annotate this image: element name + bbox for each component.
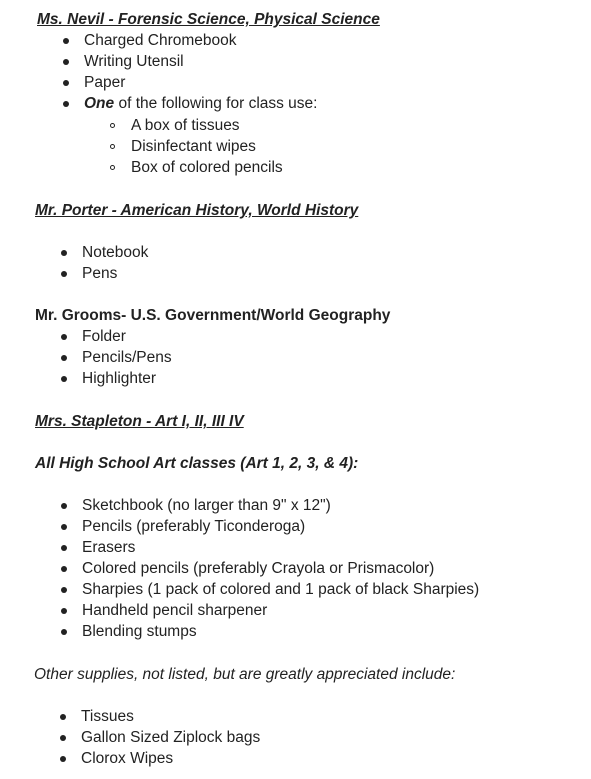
bullet-icon [60, 714, 66, 720]
list-item-one-of [84, 93, 317, 114]
section-subheading-art: All High School Art classes (Art 1, 2, 3, & 4): [35, 455, 359, 472]
bullet-icon [63, 101, 69, 107]
bullet-icon [61, 566, 67, 572]
list-item: Pencils (preferably Ticonderoga) [82, 518, 306, 535]
hollow-bullet-icon [110, 165, 115, 170]
list-item: Sketchbook (no larger than 9" x 12") [82, 497, 331, 514]
bullet-icon [61, 334, 67, 340]
bullet-icon [63, 59, 69, 65]
section-heading-nevil: Ms. Nevil - Forensic Science, Physical Science [37, 11, 380, 28]
list-item: Blending stumps [82, 623, 197, 640]
section-heading-porter: Mr. Porter - American History, World History [35, 202, 359, 219]
bullet-icon [61, 503, 67, 509]
hollow-bullet-icon [110, 144, 115, 149]
bullet-icon [61, 376, 67, 382]
section-heading-grooms: Mr. Grooms- U.S. Government/World Geography [35, 307, 391, 324]
list-item: Gallon Sized Ziplock bags [81, 729, 261, 746]
list-item: Pens [82, 265, 118, 282]
bullet-icon [61, 250, 67, 256]
bullet-icon [61, 524, 67, 530]
other-supplies-note: Other supplies, not listed, but are greatly appreciated include: [34, 666, 456, 683]
bullet-icon [61, 587, 67, 593]
list-item: Folder [82, 328, 126, 345]
bullet-icon [60, 735, 66, 741]
list-item: Charged Chromebook [84, 32, 237, 49]
sub-list-item: A box of tissues [131, 117, 240, 134]
bullet-icon [60, 756, 66, 762]
list-item: Notebook [82, 244, 149, 261]
bullet-icon [63, 38, 69, 44]
bullet-icon [61, 271, 67, 277]
list-item: Writing Utensil [84, 53, 184, 70]
bullet-icon [61, 608, 67, 614]
list-item: Sharpies (1 pack of colored and 1 pack of black Sharpies) [82, 581, 480, 598]
bullet-icon [61, 355, 67, 361]
sub-list-item: Disinfectant wipes [131, 138, 256, 155]
list-item: Clorox Wipes [81, 750, 174, 767]
list-item: Highlighter [82, 370, 157, 387]
list-item: Colored pencils (preferably Crayola or Prismacolor) [82, 560, 435, 577]
list-item: Erasers [82, 539, 136, 556]
hollow-bullet-icon [110, 123, 115, 128]
list-item: Pencils/Pens [82, 349, 172, 366]
bullet-icon [61, 629, 67, 635]
list-item: Paper [84, 74, 126, 91]
one-rest: of the following for class use: [114, 95, 318, 112]
section-heading-stapleton: Mrs. Stapleton - Art I, II, III IV [35, 413, 244, 430]
bullet-icon [61, 545, 67, 551]
bullet-icon [63, 80, 69, 86]
list-item: Tissues [81, 708, 134, 725]
sub-list-item: Box of colored pencils [131, 159, 283, 176]
one-emphasis: One [84, 95, 115, 112]
list-item: Handheld pencil sharpener [82, 602, 268, 619]
